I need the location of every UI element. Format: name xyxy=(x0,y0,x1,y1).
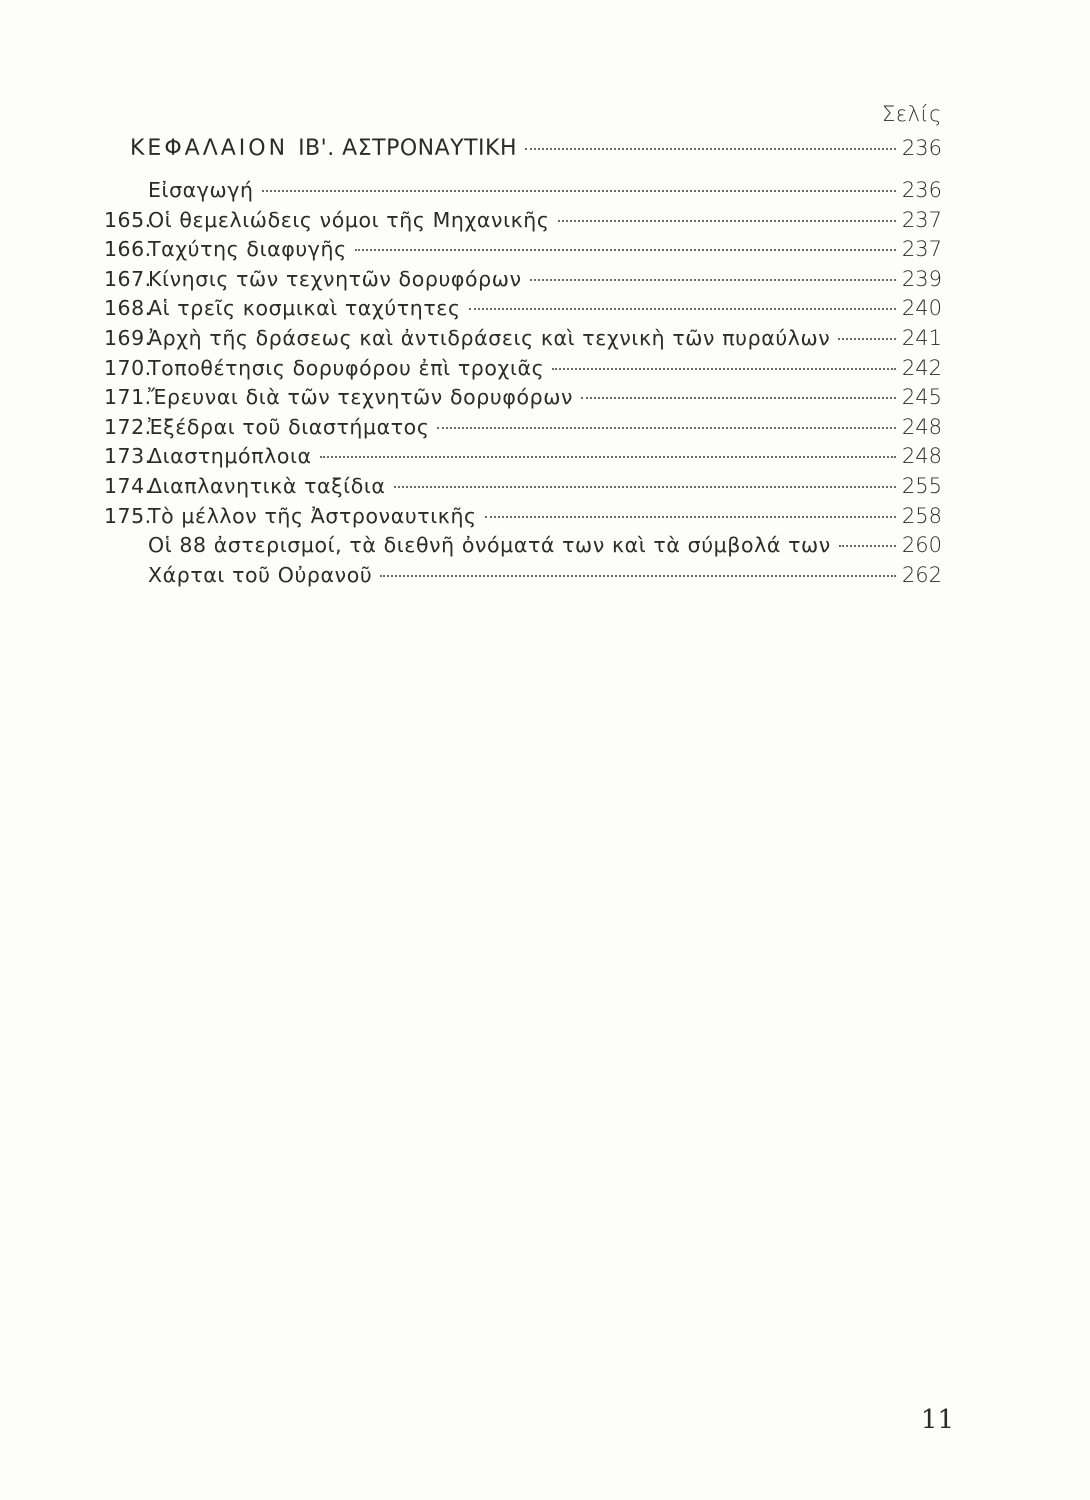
entry-number: 175. xyxy=(104,503,152,528)
chapter-title: ΚΕΦΑΛΑΙΟΝ xyxy=(130,136,289,161)
entry-title: Κίνησις τῶν τεχνητῶν δορυφόρων xyxy=(148,266,522,291)
entry-number: 169. xyxy=(104,325,152,350)
entry-title: Ἔρευναι διὰ τῶν τεχνητῶν δορυφόρων xyxy=(148,385,574,410)
entry-number: 168. xyxy=(104,296,152,321)
toc-entry xyxy=(104,533,942,563)
page-folio-number: 11 xyxy=(920,1405,954,1435)
dot-leader xyxy=(838,338,896,340)
dot-leader xyxy=(530,279,896,281)
dot-leader xyxy=(262,190,896,192)
entry-title: Ταχύτης διαφυγῆς xyxy=(148,237,347,262)
toc-entry xyxy=(104,326,942,356)
entry-title: Τοποθέτησις δορυφόρου ἐπὶ τροχιᾶς xyxy=(148,355,545,380)
entry-title: Ἐξέδραι τοῦ διαστήματος xyxy=(148,414,430,439)
entry-number: 167. xyxy=(104,266,152,291)
dot-leader xyxy=(320,456,896,458)
entry-number: 165. xyxy=(104,207,152,232)
entry-title: Αἱ τρεῖς κοσμικαὶ ταχύτητες xyxy=(148,296,461,321)
entry-title: Τὸ μέλλον τῆς Ἀστροναυτικῆς xyxy=(148,503,477,528)
toc-entry xyxy=(104,504,942,534)
entry-page-number: 237 xyxy=(901,237,942,262)
entry-page-number: 237 xyxy=(901,207,942,232)
entry-page-number: 260 xyxy=(901,533,942,558)
toc-entry xyxy=(104,178,942,208)
entry-number: 173. xyxy=(104,444,152,469)
chapter-heading-row xyxy=(130,136,942,161)
toc-entry xyxy=(104,296,942,326)
dot-leader xyxy=(394,486,896,488)
toc-entry xyxy=(104,356,942,386)
chapter-page-number: 236 xyxy=(901,136,942,160)
dot-leader xyxy=(469,308,896,310)
entry-title: Διαπλανητικὰ ταξίδια xyxy=(148,473,386,498)
entry-page-number: 236 xyxy=(901,178,942,202)
entry-page-number: 262 xyxy=(901,562,942,587)
toc-entry xyxy=(104,385,942,415)
entry-number: 170. xyxy=(104,355,152,380)
entry-page-number: 241 xyxy=(901,325,942,350)
entry-page-number: 258 xyxy=(901,503,942,528)
entry-title: Διαστημόπλοια xyxy=(148,444,312,469)
toc-entry xyxy=(104,444,942,474)
entry-page-number: 255 xyxy=(901,473,942,498)
toc-list xyxy=(104,178,942,592)
entry-title: Εἰσαγωγή xyxy=(148,178,254,202)
entry-page-number: 242 xyxy=(901,355,942,380)
dot-leader xyxy=(558,220,896,222)
entry-page-number: 248 xyxy=(901,414,942,439)
toc-entry xyxy=(104,208,942,238)
entry-title: Χάρται τοῦ Οὐρανοῦ xyxy=(148,562,373,587)
dot-leader xyxy=(380,575,896,577)
toc-entry xyxy=(104,415,942,445)
toc-entry xyxy=(104,474,942,504)
entry-page-number: 245 xyxy=(901,385,942,410)
dot-leader xyxy=(485,516,896,518)
dot-leader xyxy=(552,368,896,370)
entry-number: 172. xyxy=(104,414,152,439)
toc-entry xyxy=(104,237,942,267)
entry-number: 174. xyxy=(104,473,152,498)
entry-page-number: 248 xyxy=(901,444,942,469)
entry-page-number: 240 xyxy=(901,296,942,321)
dot-leader xyxy=(437,427,895,429)
dot-leader xyxy=(581,397,896,399)
entry-title: Οἱ 88 ἀστερισμοί, τὰ διεθνῆ ὀνόματά των καὶ τὰ σύμβολά των xyxy=(148,533,831,558)
entry-title: Ἀρχὴ τῆς δράσεως καὶ ἀντιδράσεις καὶ τεχνικὴ τῶν πυραύλων xyxy=(148,325,831,350)
dot-leader xyxy=(839,545,896,547)
chapter-subtitle: ΙΒ'. ΑΣΤΡΟΝΑΥΤΙΚΗ xyxy=(298,136,517,161)
entry-page-number: 239 xyxy=(901,266,942,291)
toc-entry xyxy=(104,563,942,593)
toc-entry xyxy=(104,267,942,297)
entry-title: Οἱ θεμελιώδεις νόμοι τῆς Μηχανικῆς xyxy=(148,207,550,232)
dot-leader xyxy=(355,249,896,251)
entry-number: 171. xyxy=(104,385,152,410)
page-column-heading: Σελίς xyxy=(881,102,942,126)
entry-number: 166. xyxy=(104,237,152,262)
dot-leader xyxy=(525,148,896,150)
